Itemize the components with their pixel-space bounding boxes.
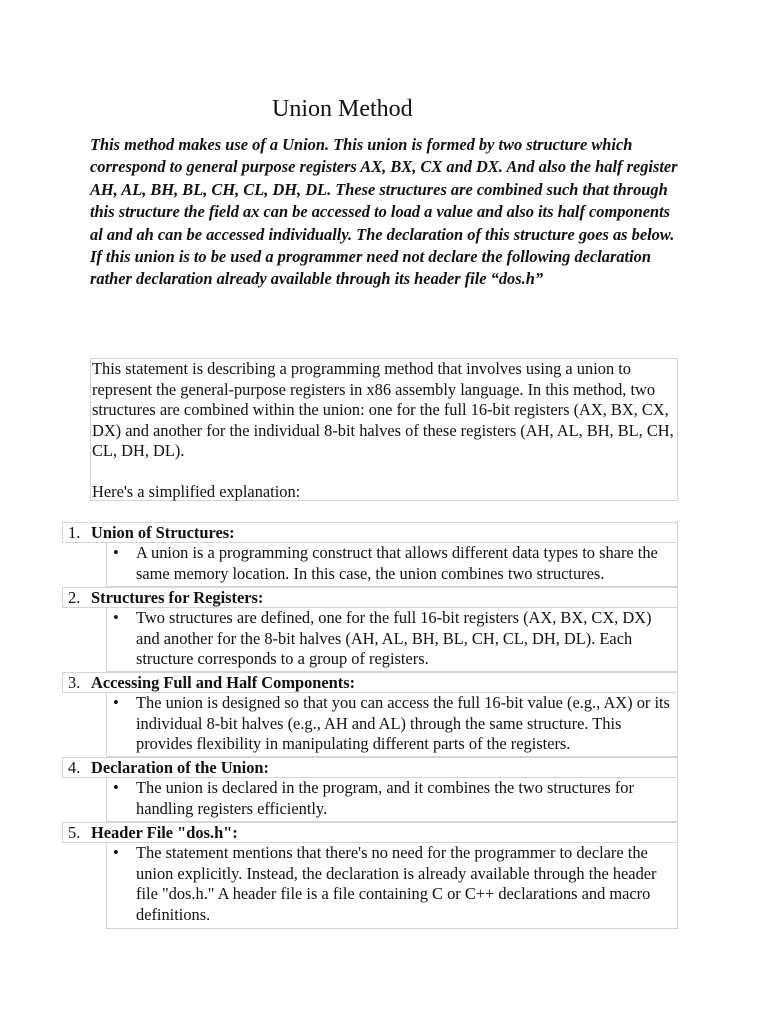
list-item-heading xyxy=(62,587,678,608)
bullet-icon: • xyxy=(113,778,119,797)
list-item-detail xyxy=(106,543,678,587)
list-item-text: Two structures are defined, one for the full 16-bit registers (AX, BX, CX, DX) and another for the 8-bit halves (AH, AL, BH, BL, CH, CL, DH, DL). Each structure corresponds to a group of registers. xyxy=(136,608,652,668)
bullet-icon: • xyxy=(113,543,119,562)
list-item-number: 3. xyxy=(68,673,81,692)
list-item-text: The union is designed so that you can access the full 16-bit value (e.g., AX) or its individual 8-bit halves (e.g., AH and AL) through the same structure. This provides flexibility in manipulating different parts of the registers. xyxy=(136,693,670,753)
list-item-text: The union is declared in the program, and it combines the two structures for handling registers efficiently. xyxy=(136,778,634,818)
bullet-icon: • xyxy=(113,608,119,627)
list-item-label: Accessing Full and Half Components: xyxy=(91,673,356,692)
list-item-label: Union of Structures: xyxy=(91,523,235,542)
list-item-text: A union is a programming construct that allows different data types to share the same memory location. In this case, the union combines two structures. xyxy=(136,543,658,583)
list-item-detail xyxy=(106,778,678,822)
list-item-number: 4. xyxy=(68,758,81,777)
list-item-label: Header File "dos.h": xyxy=(91,823,238,842)
list-item-heading xyxy=(62,822,678,843)
list-item-heading xyxy=(62,522,678,543)
list-item-label: Structures for Registers: xyxy=(91,588,264,607)
description-box xyxy=(90,358,678,501)
list-item-detail xyxy=(106,693,678,757)
list-item-heading xyxy=(62,757,678,778)
list-item-number: 2. xyxy=(68,588,81,607)
explanation-intro: Here's a simplified explanation: xyxy=(92,481,301,501)
intro-paragraph: This method makes use of a Union. This union is formed by two structure which correspond to general purpose registers AX, BX, CX and DX. And also the half register AH, AL, BH, BL, CH, CL, DH, DL. These structures are combined such that through this structure the field ax can be accessed to load a value and also its half components al and ah can be accessed individually. The declaration of this structure goes as below. If this union is to be used a programmer need not declare the following declaration rather declaration already available through its header file “dos.h” xyxy=(90,135,678,289)
list-item-detail xyxy=(106,608,678,672)
list-item-text: The statement mentions that there's no need for the programmer to declare the union explicitly. Instead, the declaration is already available through the header file "dos.h." A header file is a file containing C or C++ declarations and macro definitions. xyxy=(136,843,657,924)
list-item-detail xyxy=(106,843,678,929)
description-paragraph: This statement is describing a programming method that involves using a union to represent the general-purpose registers in x86 assembly language. In this method, two structures are combined within the union: one for the full 16-bit registers (AX, BX, CX, DX) and another for the individual 8-bit halves of these registers (AH, AL, BH, BL, CH, CL, DH, DL). xyxy=(92,359,674,460)
list-item-number: 5. xyxy=(68,823,81,842)
list-item-label: Declaration of the Union: xyxy=(91,758,270,777)
bullet-icon: • xyxy=(113,693,119,712)
list-item-heading xyxy=(62,672,678,693)
list-item-number: 1. xyxy=(68,523,81,542)
bullet-icon: • xyxy=(113,843,119,862)
page-title: Union Method xyxy=(272,96,413,122)
